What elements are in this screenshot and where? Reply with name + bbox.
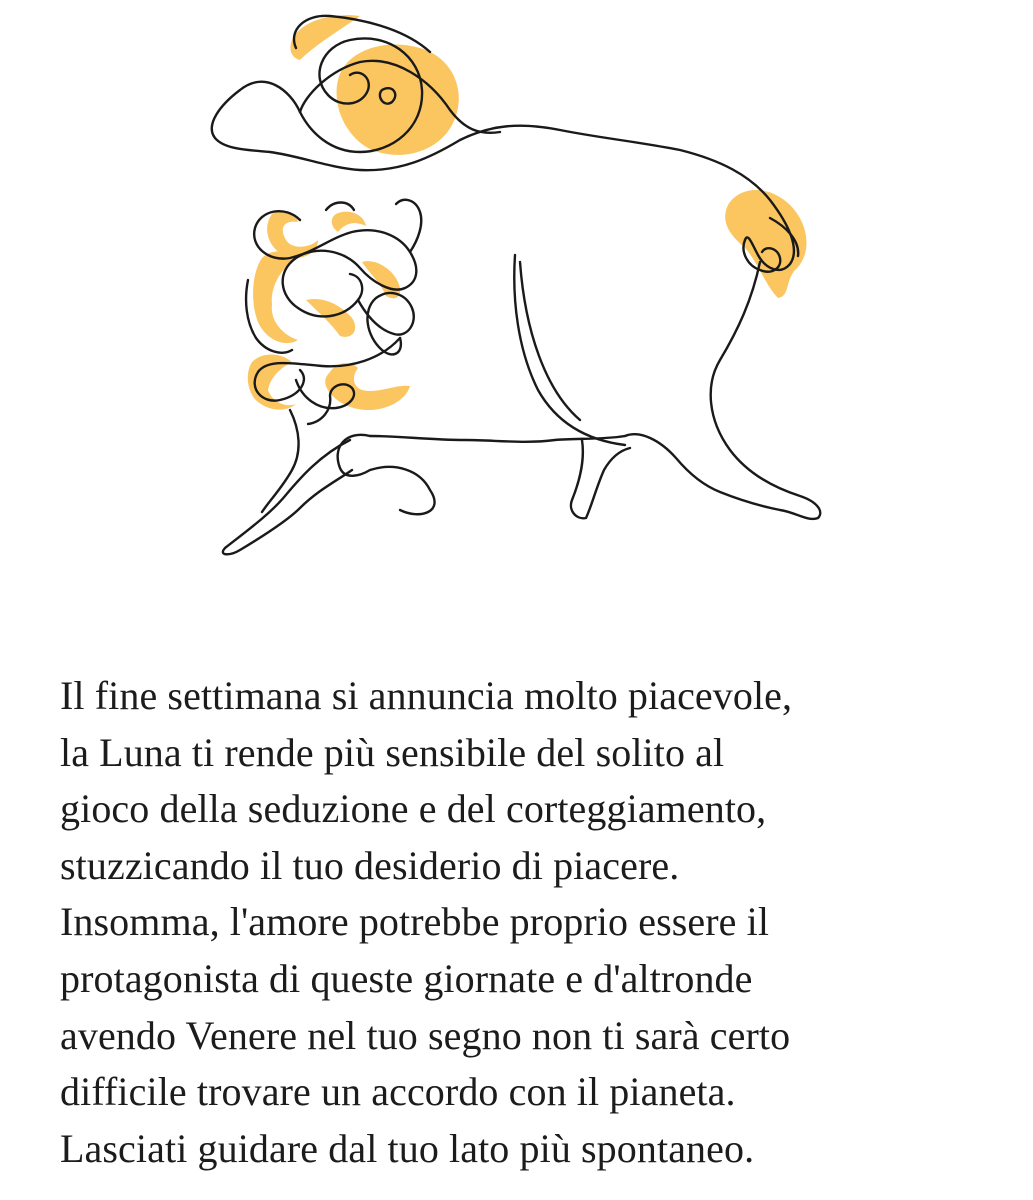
horoscope-line: Insomma, l'amore potrebbe proprio essere il — [60, 899, 770, 945]
horoscope-line: la Luna ti rende più sensibile del solito al — [60, 729, 725, 775]
aries-ram-illustration — [180, 0, 860, 580]
horoscope-line: Il fine settimana si annuncia molto piacevole, — [60, 673, 793, 718]
horoscope-line: stuzzicando il tuo desiderio di piacere. — [60, 842, 680, 888]
ram-outline — [212, 16, 820, 554]
horoscope-line: avendo Venere nel tuo segno non ti sarà certo — [60, 1012, 791, 1058]
aries-ram-icon — [180, 0, 860, 580]
horoscope-line: difficile trovare un accordo con il pianeta. — [60, 1069, 736, 1115]
horoscope-line: Lasciati guidare dal tuo lato più spontaneo. — [60, 1125, 755, 1171]
horoscope-line: protagonista di queste giornate e d'altronde — [60, 955, 753, 1001]
horoscope-line: gioco della seduzione e del corteggiamento, — [60, 786, 767, 832]
horoscope-paragraph — [60, 668, 990, 1177]
